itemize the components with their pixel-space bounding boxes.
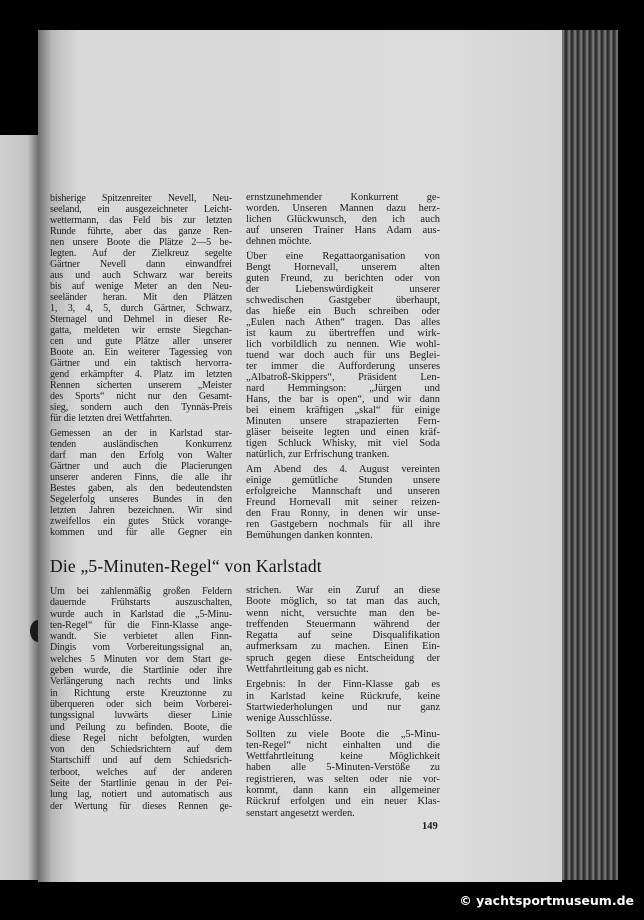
paragraph <box>246 192 440 247</box>
text-line: guten Freund, zu berichten oder von <box>246 273 440 284</box>
text-line: auf unseren Trainer Hans Adam aus- <box>246 225 440 236</box>
text-line: ten-Regel“ nicht einhalten und die <box>246 739 440 751</box>
text-line: Sternagel und Dehmel in dieser Re- <box>50 314 232 325</box>
paragraph <box>50 193 232 424</box>
text-line: Boote an. Ein weiterer Tagessieg von <box>50 347 232 358</box>
text-line: dauernde Frühstarts auszuschalten, <box>50 597 232 609</box>
text-line: lung lag, notiert und automatisch aus <box>50 789 232 801</box>
text-line: Um bei zahlenmäßig großen Feldern <box>50 586 232 597</box>
text-line: legten. Auf der Zielkreuz segelte <box>50 248 232 259</box>
section-heading: Die „5-Minuten-Regel“ von Karlstadt <box>50 556 322 576</box>
text-line: aufmerksam zu machen. Einen Ein- <box>246 641 440 653</box>
text-line: registrieren, was selten oder nie vor- <box>246 773 440 785</box>
text-line: Am Abend des 4. August vereinten <box>246 464 440 475</box>
text-line: nard Hemmingson: „Jürgen und <box>246 383 440 394</box>
text-line: lich vorbildlich zu nennen. Wie wohl- <box>246 339 440 350</box>
text-line: unserer anderen Finns, die alle ihr <box>50 472 232 483</box>
text-line: letzten Jahren bezeichnen. Wir sind <box>50 505 232 516</box>
text-line: Freund Hornevall mit seiner reizen- <box>246 497 440 508</box>
text-line: Über eine Regattaorganisation von <box>246 251 440 262</box>
text-line: Bestes gaben, als den bedeutendsten <box>50 483 232 494</box>
text-line: Hans, the bar is open“, und wir dann <box>246 394 440 405</box>
text-line: ren Gastgebern nochmals für all ihre <box>246 519 440 530</box>
text-line: Wettfahrtleitung keine Möglichkeit <box>246 751 440 763</box>
text-line: bei einem kräftigen „skal“ für einige <box>246 405 440 416</box>
text-line: ter immer die Aufforderung unseres <box>246 361 440 372</box>
text-line: cen und gute Plätze aller unserer <box>50 336 232 347</box>
text-line: tuend war doch auch für uns Beglei- <box>246 350 440 361</box>
text-line: natürlich, zur Erfrischung tranken. <box>246 449 390 460</box>
text-line: Regatta auf seine Disqualifikation <box>246 630 440 642</box>
text-line: geben wurde, die Startlinie oder ihre <box>50 665 232 677</box>
text-line: überqueren oder sich beim Vorberei- <box>50 698 232 710</box>
paragraph <box>246 679 440 724</box>
text-line: ten-Regel“ für die Finn-Klasse ange- <box>50 619 232 631</box>
text-line: Boote möglich, so tat man das auch, <box>246 596 440 608</box>
text-line: in Richtung erste Kreuztonne zu <box>50 687 232 699</box>
text-line: Gärtner und auch die Placierungen <box>50 461 232 472</box>
text-line: darf man den Erfolg von Walter <box>50 450 232 461</box>
text-line: und Peilung zu befinden. Boote, die <box>50 721 232 733</box>
paragraph <box>246 585 440 675</box>
text-line: Seite der Startlinie genau in der Pei- <box>50 778 232 790</box>
text-line: nen unsere Boote die Plätze 2—5 be- <box>50 237 232 248</box>
paragraph <box>246 464 440 541</box>
text-line: für die letzten drei Wettfahrten. <box>50 413 173 424</box>
text-line: den Frau Ronny, in denen wir unse- <box>246 508 440 519</box>
text-line: einige gemütliche Stunden unsere <box>246 475 440 486</box>
text-line: Gärtner und ein taktisch hervorra- <box>50 358 232 369</box>
watermark: © yachtsportmuseum.de <box>459 893 634 908</box>
text-line: sieg, sondern auch den Tynnäs-Preis <box>50 402 232 413</box>
text-line: wettermann, das Feld bis zur letzten <box>50 215 232 226</box>
text-line: Segelerfolg unseres Bundes in den <box>50 494 232 505</box>
text-line: Minuten unsere strapazierten Fern- <box>246 416 440 427</box>
text-line: haben alle 5-Minuten-Verstöße zu <box>246 762 440 774</box>
paragraph <box>246 251 440 460</box>
text-line: seeland, ein ausgezeichneter Leicht- <box>50 204 232 215</box>
text-line: tenden ausländischen Konkurrenz <box>50 439 232 450</box>
text-line: das hieße ein Buch schreiben oder <box>246 306 440 317</box>
page-stack-edges <box>560 30 626 880</box>
paragraph <box>246 729 440 819</box>
text-line: bisherige Spitzenreiter Nevell, Neu- <box>50 193 232 204</box>
text-line: aus und auch Schwarz war bereits <box>50 270 232 281</box>
text-line: Sollten zu viele Boote die „5-Minu- <box>246 728 440 740</box>
text-line: Wettfahrtleitung gab es nicht. <box>246 664 369 676</box>
text-line: zweifellos ein gutes Stück vorange- <box>50 516 232 527</box>
text-line: gend erkämpfter 4. Platz im letzten <box>50 369 232 380</box>
text-line: der Liebenswürdigkeit unserer <box>246 284 440 295</box>
text-line: Startschiff und auf dem Schiedsrich- <box>50 755 232 767</box>
text-line: Bemühungen danken konnten. <box>246 530 373 541</box>
text-line: der Wertung für dieses Rennen ge- <box>50 800 232 812</box>
text-line: spruch gegen diese Entscheidung der <box>246 652 440 664</box>
text-line: tigen Schluck Whisky, mit viel Soda <box>246 438 440 449</box>
text-line: tungssignal luvwärts dieser Linie <box>50 710 232 722</box>
text-line: von den Schiedsrichtern auf dem <box>50 744 232 756</box>
column-top-right <box>246 192 440 545</box>
text-line: „Albatroß-Skippers“, Präsident Len- <box>246 372 440 383</box>
text-line: Rennen sicherten unserem „Meister <box>50 380 232 391</box>
text-line: gatta, meldeten wir ernste Siegchan- <box>50 325 232 336</box>
text-line: wenige Ausschlüsse. <box>246 713 333 725</box>
text-line: des Sports“ nicht nur den Gesamt- <box>50 391 232 402</box>
text-line: ist kaum zu übertreffen und wirk- <box>246 328 440 339</box>
text-line: senstart angesetzt werden. <box>246 807 355 819</box>
text-line: strichen. War ein Zuruf an diese <box>246 585 440 596</box>
paragraph <box>50 428 232 538</box>
text-line: Dingis vom Vorbereitungssignal an, <box>50 642 232 654</box>
text-line: wurde auch in Karlstad die „5-Minu- <box>50 608 232 620</box>
text-line: in Karlstad keine Rückrufe, keine <box>246 690 440 702</box>
text-line: terboot, welches auf der anderen <box>50 766 232 778</box>
text-line: treffenden Steuermann während der <box>246 618 440 630</box>
text-line: dehnen möchte. <box>246 236 312 247</box>
text-line: Runde führte, aber das ganze Ren- <box>50 226 232 237</box>
text-line: seeländer heran. Mit den Plätzen <box>50 292 232 303</box>
text-line: schwedischen Gastgeber überhaupt, <box>246 295 440 306</box>
text-line: Rückruf erfolgen und ein neuer Klas- <box>246 796 440 808</box>
text-line: Startwiederholungen und nur ganz <box>246 701 440 713</box>
column-bottom-left <box>50 586 232 816</box>
text-line: diese Regel nicht befolgten, wurden <box>50 732 232 744</box>
page-number: 149 <box>422 821 438 832</box>
text-line: kommt, dann kann ein allgemeiner <box>246 785 440 797</box>
text-line: worden. Unseren Mannen dazu herz- <box>246 203 440 214</box>
column-top-left <box>50 193 232 542</box>
text-line: wandt. Sie verbietet allen Finn- <box>50 631 232 643</box>
paragraph <box>50 586 232 812</box>
text-line: Ergebnis: In der Finn-Klasse gab es <box>246 679 440 691</box>
text-line: welches 5 Minuten vor dem Start ge- <box>50 653 232 665</box>
text-line: „Eulen nach Athen“ tragen. Das alles <box>246 317 440 328</box>
text-line: Gärtner Nevell dann einwandfrei <box>50 259 232 270</box>
text-line: 1, 3, 4, 5, durch Gärtner, Schwarz, <box>50 303 232 314</box>
text-line: kommen und für alle Gegner ein <box>50 527 232 538</box>
column-bottom-right <box>246 585 440 823</box>
text-line: Verlängerung nach rechts und links <box>50 676 232 688</box>
text-line: Bengt Hornevall, unserem alten <box>246 262 440 273</box>
text-line: erfolgreiche Mannschaft und unseren <box>246 486 440 497</box>
text-line: Gemessen an der in Karlstad star- <box>50 428 232 439</box>
text-line: bis auf wenige Meter an den Neu- <box>50 281 232 292</box>
text-line: gläser beiseite legten und einen kräf- <box>246 427 440 438</box>
text-line: wenn nicht, versuchte man den be- <box>246 607 440 619</box>
text-line: lichen Glückwunsch, den ich auch <box>246 214 440 225</box>
text-line: ernstzunehmender Konkurrent ge- <box>246 192 440 203</box>
